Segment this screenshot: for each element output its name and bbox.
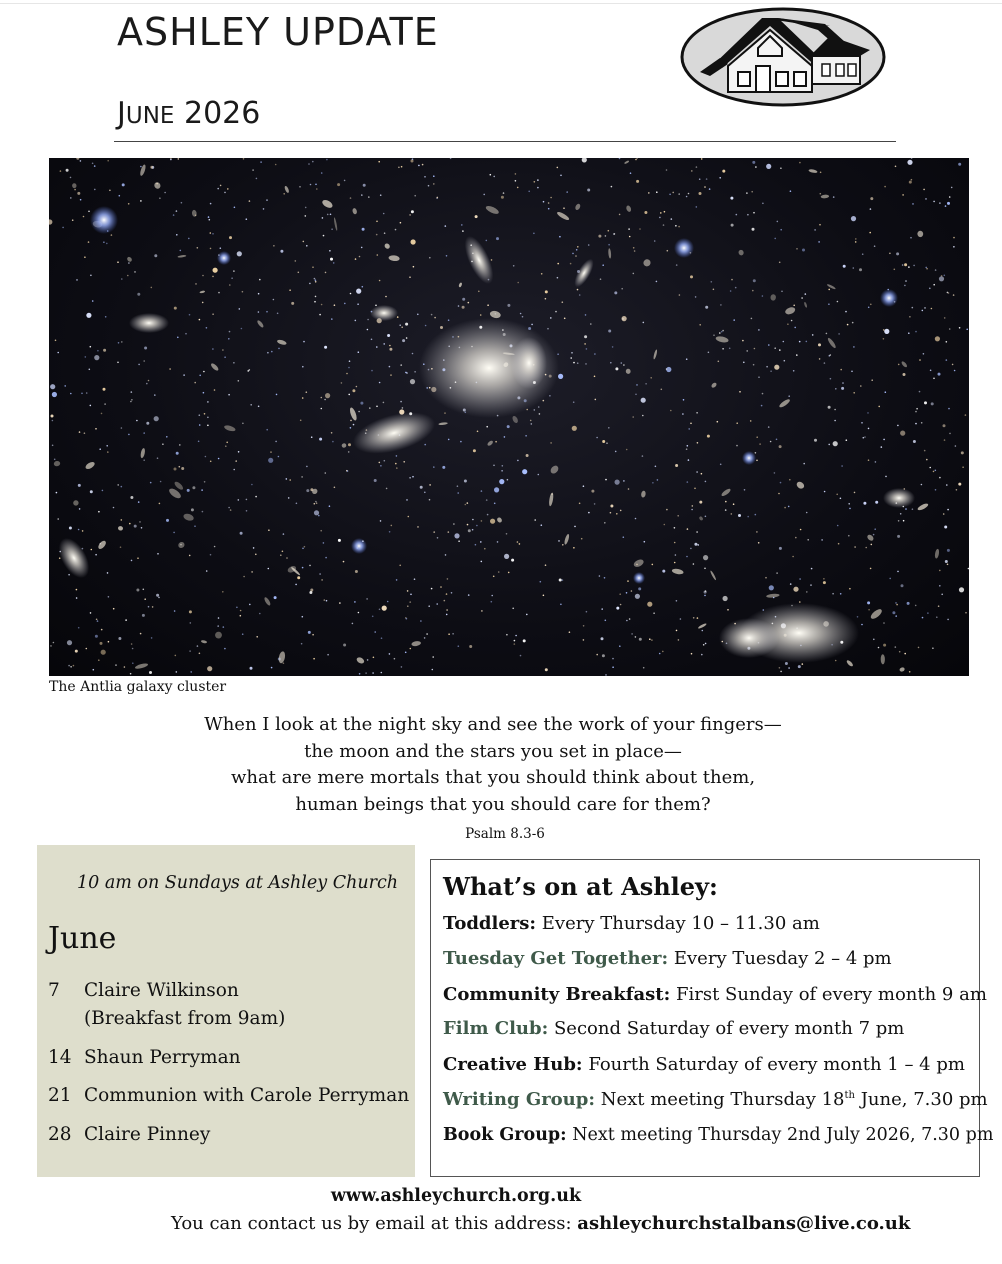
top-border [0, 3, 1002, 4]
whats-on-title: What’s on at Ashley: [443, 872, 718, 901]
event-writing-group: Writing Group: Next meeting Thursday 18th June, 7.30 pm [443, 1089, 988, 1110]
contact-line [171, 1213, 910, 1234]
service-leader: Claire Pinney [84, 1124, 211, 1145]
service-leader: Claire Wilkinson [84, 980, 239, 1001]
event-creative-hub: Creative Hub: Fourth Saturday of every month 1 – 4 pm [443, 1054, 965, 1075]
verse-line: human beings that you should care for them? [295, 793, 711, 815]
service-day: 28 [48, 1124, 72, 1145]
event-book-group: Book Group: Next meeting Thursday 2nd July 2026, 7.30 pm [443, 1125, 994, 1145]
service-note: (Breakfast from 9am) [84, 1008, 286, 1029]
psalm-reference: Psalm 8.3-6 [465, 826, 545, 842]
service-day: 14 [48, 1047, 72, 1068]
service-leader: Shaun Perryman [84, 1047, 241, 1068]
whats-on-panel [430, 859, 994, 1177]
service-leader: Communion with Carole Perryman [84, 1085, 410, 1106]
services-heading: 10 am on Sundays at Ashley Church [77, 873, 399, 893]
event-toddlers: Toddlers: Every Thursday 10 – 11.30 am [443, 913, 820, 934]
photo-caption: The Antlia galaxy cluster [49, 679, 227, 695]
service-entry [48, 1047, 241, 1068]
event-tuesday-get-together: Tuesday Get Together: Every Tuesday 2 – 4 pm [443, 948, 892, 969]
email-link[interactable]: ashleychurchstalbans@live.co.uk [577, 1213, 911, 1234]
galaxy-cluster-photo [49, 158, 969, 676]
service-day: 21 [48, 1085, 72, 1106]
verse-line: what are mere mortals that you should think about them, [230, 767, 756, 788]
verse-line: When I look at the night sky and see the work of your fingers— [204, 714, 782, 735]
website-link[interactable]: www.ashleychurch.org.uk [330, 1186, 582, 1206]
event-community-breakfast: Community Breakfast: First Sunday of every month 9 am [443, 984, 987, 1005]
sunday-services-panel [37, 845, 415, 1177]
verse-line: the moon and the stars you set in place— [304, 740, 682, 762]
service-day: 7 [48, 980, 60, 1001]
issue-date: JUNE 2026 [117, 96, 261, 131]
header-rule [114, 141, 896, 142]
starfield-image [49, 158, 969, 676]
psalm-verse [0, 712, 986, 818]
church-house-logo-icon [680, 6, 886, 108]
service-entry [48, 980, 239, 1001]
event-film-club: Film Club: Second Saturday of every month 7 pm [443, 1018, 905, 1039]
contact-text: You can contact us by email at this address: [171, 1213, 578, 1234]
service-entry [48, 1124, 210, 1145]
service-entry [48, 1085, 409, 1106]
services-month: June [48, 921, 117, 956]
newsletter-title: ASHLEY UPDATE [117, 10, 439, 54]
